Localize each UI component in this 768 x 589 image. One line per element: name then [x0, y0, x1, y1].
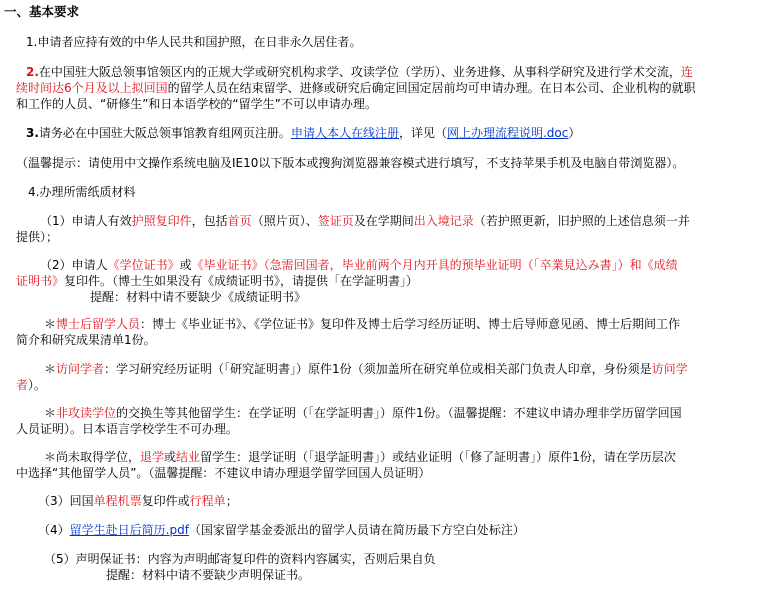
m2-transcript: 证明书》 — [16, 274, 65, 288]
m1-text-a: （1）申请人有效 — [40, 214, 132, 228]
nondegree-label: 非攻读学位 — [56, 406, 117, 420]
material-withdrawal-line-2: 中选择“其他留学人员”。（温馨提醒：不建议申请办理退学留学回国人员证明） — [16, 466, 431, 480]
m1-front-page: 首页 — [227, 214, 252, 228]
material-postdoc-line-2: 简介和研究成果清单1份。 — [16, 333, 156, 347]
material-5-reminder: 提醒：材料中请不要缺少声明保证书。 — [106, 568, 311, 582]
requirement-3 — [26, 125, 768, 141]
material-visiting-line-1 — [44, 361, 768, 377]
material-2-reminder: 提醒：材料中请不要缺少《成绩证明书》 — [90, 290, 307, 304]
material-2-line-1 — [40, 257, 768, 273]
completion-label: 结业 — [176, 450, 201, 464]
visiting-text-a: ：学习研究经历证明（「研究証明書」）原件1份（须加盖所在研究单位或相关部门负责人印章，身份须是 — [104, 362, 652, 376]
withdrawal-text-b: 或 — [164, 450, 177, 464]
material-2-line-2 — [16, 273, 768, 289]
m1-text-c: （照片页）、 — [251, 214, 318, 228]
requirement-4-heading: 4.办理所需纸质材料 — [28, 185, 136, 199]
material-4 — [38, 522, 768, 538]
requirement-2-text-a: 在中国驻大阪总领事馆领区内的正规大学或研究机构求学、攻读学位（学历）、业务进修、从事科学研究及进行学术交流， — [38, 65, 681, 79]
m1-entry-exit-record: 出入境记录 — [413, 214, 474, 228]
postdoc-label: 博士后留学人员 — [56, 317, 141, 331]
requirement-3-text-a: 请务必在中国驻大阪总领事馆教育组网页注册。 — [38, 126, 291, 140]
material-nondegree-line-1 — [44, 405, 768, 421]
online-registration-link[interactable]: 申请人本人在线注册 — [290, 126, 399, 140]
m2-text-a: （2）申请人 — [40, 258, 108, 272]
requirement-3-text-c: ） — [568, 126, 581, 140]
m7-text-b: 复印件或 — [141, 494, 190, 508]
m7-text-a: （3）回国 — [38, 494, 94, 508]
requirement-2-line-3: 和工作的人员、“研修生”和日本语学校的“留学生”不可以申请办理。 — [16, 97, 377, 111]
requirement-2-number: 2. — [26, 65, 39, 79]
visiting-scholar-label-2: 访问学 — [651, 362, 688, 376]
resume-pdf-link[interactable]: 留学生赴日后简历.pdf — [69, 523, 189, 537]
one-way-ticket: 单程机票 — [93, 494, 142, 508]
withdrawal-label: 退学 — [140, 450, 165, 464]
material-nondegree-line-2: 人员证明）。日本语言学校学生不可办理。 — [16, 422, 239, 436]
material-5: （5）声明保证书：内容为声明邮寄复印件的资料内容属实，否则后果自负 — [44, 552, 436, 566]
requirement-2-highlight-b: 续时间达6个月及以上拟回国 — [16, 81, 168, 95]
material-withdrawal-line-1 — [44, 449, 768, 465]
process-guide-doc-link[interactable]: 网上办理流程说明.doc — [446, 126, 569, 140]
requirement-2-highlight-a: 连 — [680, 65, 693, 79]
visiting-text-b: ）。 — [28, 378, 47, 392]
material-postdoc-line-1 — [44, 316, 768, 332]
section-heading: 一、基本要求 — [4, 4, 80, 19]
nondegree-star: ＊ — [44, 406, 57, 420]
m2-text-c: 复印件。（博士生如果没有《成绩证明书》，请提供「在学証明書」） — [64, 274, 419, 288]
requirement-1: 1.申请者应持有效的中华人民共和国护照，在日非永久居住者。 — [26, 35, 362, 49]
m1-text-d: 及在学期间 — [353, 214, 414, 228]
m1-passport-copy: 护照复印件 — [131, 214, 192, 228]
requirement-3-text-b: ，详见（ — [398, 126, 447, 140]
postdoc-text-a: ：博士《毕业证书》、《学位证书》复印件及博士后学习经历证明、博士后导师意见函、博士后期间工作 — [140, 317, 681, 331]
material-visiting-line-2 — [16, 377, 768, 393]
m2-text-b: 或 — [179, 258, 192, 272]
withdrawal-text-a: ＊尚未取得学位， — [44, 450, 141, 464]
requirement-2-line-2 — [16, 80, 768, 96]
m1-text-e: （若护照更新，旧护照的上述信息须一并 — [473, 214, 690, 228]
m8-text-b: （国家留学基金委派出的留学人员请在简历最下方空白处标注） — [188, 523, 525, 537]
visiting-scholar-label-3: 者 — [16, 378, 29, 392]
m8-text-a: （4） — [38, 523, 70, 537]
requirement-2-line-1 — [26, 64, 768, 80]
material-1-line-2: 提供）； — [16, 230, 59, 244]
nondegree-text-a: 的交换生等其他留学生：在学证明（「在学証明書」）原件1份。（温馨提醒：不建议申请办理非学历留学回国 — [116, 406, 682, 420]
visiting-scholar-label: 访问学者 — [56, 362, 105, 376]
visiting-star: ＊ — [44, 362, 57, 376]
browser-tip: （温馨提示：请使用中文操作系统电脑及IE10以下版本或搜狗浏览器兼容模式进行填写，不支持苹果手机及电脑自带浏览器）。 — [16, 156, 685, 170]
requirement-3-number: 3. — [26, 126, 39, 140]
m2-degree-certificate: 《学位证书》 — [107, 258, 180, 272]
m1-visa-page: 签证页 — [317, 214, 354, 228]
withdrawal-text-c: 留学生：退学证明（「退学証明書」）或结业证明（「修了証明書」）原件1份，请在学历层次 — [200, 450, 676, 464]
m1-text-b: ，包括 — [191, 214, 228, 228]
material-3 — [38, 493, 768, 509]
m2-graduation-certificate: 《毕业证书》（急需回国者，毕业前两个月内开具的预毕业证明（「卒業見込み書」）和《成绩 — [191, 258, 678, 272]
m7-text-c: ； — [225, 494, 238, 508]
postdoc-star: ＊ — [44, 317, 57, 331]
material-1-line-1 — [40, 213, 768, 229]
requirement-2-text-b: 的留学人员在结束留学、进修或研究后确定回国定居前均可申请办理。在日本公司、企业机构的就职 — [167, 81, 696, 95]
itinerary: 行程单 — [189, 494, 226, 508]
